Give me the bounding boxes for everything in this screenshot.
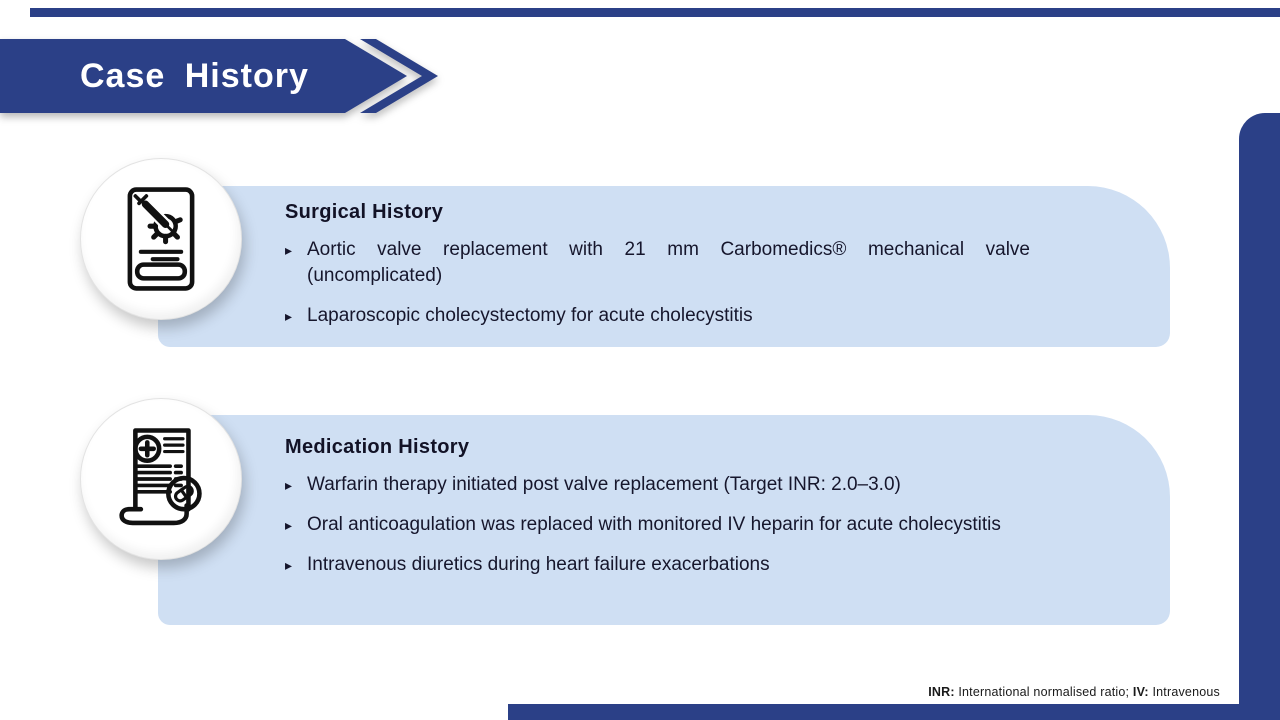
footnote-inr-label: INR: — [928, 685, 955, 699]
list-item — [285, 303, 1030, 329]
medication-list-icon — [113, 425, 209, 533]
card-medication-history — [158, 415, 1170, 625]
bullet-text: Aortic valve replacement with 21 mm Carbomedics® mechanical valve (uncomplicated) — [307, 239, 1030, 286]
card-surgical-history — [158, 186, 1170, 347]
bullet-text: Warfarin therapy initiated post valve replacement (Target INR: 2.0–3.0) — [307, 474, 901, 495]
bullet-triangle-icon: ▸ — [285, 557, 293, 573]
page-title: Case History — [80, 56, 309, 95]
card-heading: Medication History — [285, 436, 470, 458]
bullet-triangle-icon: ▸ — [285, 308, 293, 324]
footnote-inr-desc: International normalised ratio; — [954, 685, 1133, 699]
bullet-text: Oral anticoagulation was replaced with monitored IV heparin for acute cholecystitis — [307, 514, 1001, 535]
surgical-icon-circle — [80, 158, 242, 320]
surgical-report-icon — [115, 185, 207, 293]
right-edge-accent-bar — [1239, 113, 1280, 720]
footnote-iv-label: IV: — [1132, 685, 1149, 699]
bullet-text: Laparoscopic cholecystectomy for acute cholecystitis — [307, 305, 753, 326]
footnote — [928, 685, 1220, 699]
bullet-triangle-icon: ▸ — [285, 517, 293, 533]
list-item — [285, 552, 1040, 578]
card-heading: Surgical History — [285, 201, 444, 223]
title-banner — [0, 37, 440, 115]
footnote-iv-desc: Intravenous — [1148, 685, 1220, 699]
bottom-accent-strip — [508, 704, 1280, 720]
list-item — [285, 472, 1040, 498]
list-item — [285, 237, 1030, 289]
bullet-text: Intravenous diuretics during heart failure exacerbations — [307, 554, 770, 575]
top-accent-strip — [30, 8, 1280, 17]
bullet-triangle-icon: ▸ — [285, 477, 293, 493]
medication-icon-circle — [80, 398, 242, 560]
bullet-triangle-icon: ▸ — [285, 242, 293, 258]
list-item — [285, 512, 1040, 538]
